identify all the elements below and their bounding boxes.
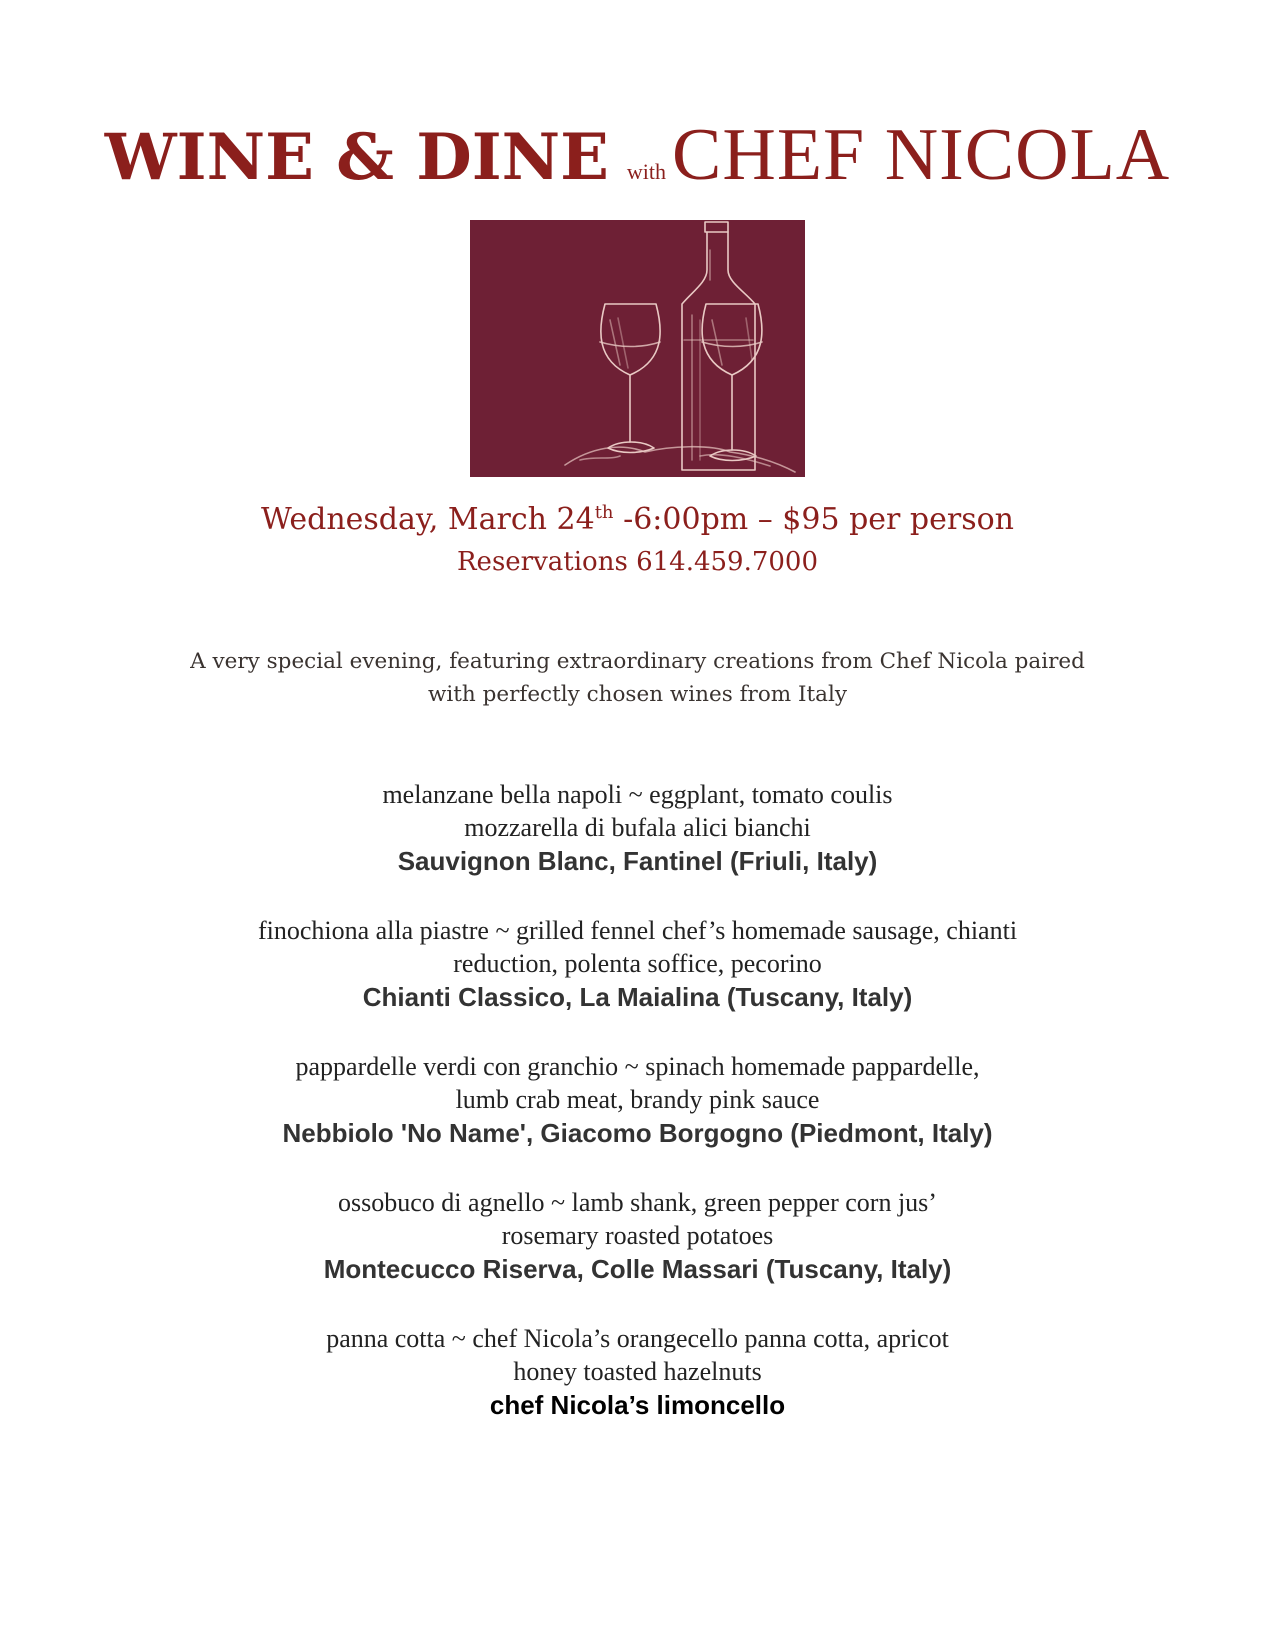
event-date: Wednesday, March 24 bbox=[260, 502, 595, 537]
intro-line-2: with perfectly chosen wines from Italy bbox=[428, 682, 847, 707]
course-1-wine: Sauvignon Blanc, Fantinel (Friuli, Italy) bbox=[397, 846, 878, 876]
event-date-line bbox=[0, 502, 1275, 537]
title-wine-dine: WINE & DINE bbox=[104, 120, 609, 195]
course-5 bbox=[120, 1322, 1155, 1422]
title-chef-nicola: CHEF NICOLA bbox=[672, 114, 1171, 196]
course-1-dish-line-2: mozzarella di bufala alici bianchi bbox=[464, 813, 811, 842]
reservations-phone: Reservations 614.459.7000 bbox=[456, 547, 819, 577]
course-2-dish-line-1: finochiona alla piastre ~ grilled fennel chef’s homemade sausage, chianti bbox=[257, 916, 1018, 945]
course-3 bbox=[120, 1050, 1155, 1150]
intro-text bbox=[150, 645, 1125, 711]
course-5-dish-line-2: honey toasted hazelnuts bbox=[513, 1357, 762, 1386]
event-date-suffix: th bbox=[594, 502, 614, 523]
course-4-dish-line-2: rosemary roasted potatoes bbox=[501, 1221, 774, 1250]
course-4-wine: Montecucco Riserva, Colle Massari (Tuscany, Italy) bbox=[323, 1254, 952, 1284]
course-4 bbox=[120, 1186, 1155, 1286]
course-3-wine: Nebbiolo 'No Name', Giacomo Borgogno (Piedmont, Italy) bbox=[282, 1118, 993, 1148]
intro-line-1: A very special evening, featuring extraordinary creations from Chef Nicola paired bbox=[190, 649, 1085, 674]
page-title bbox=[0, 114, 1275, 196]
course-4-dish-line-1: ossobuco di agnello ~ lamb shank, green pepper corn jus’ bbox=[338, 1188, 937, 1217]
title-with: with bbox=[626, 159, 667, 184]
course-2-dish-line-2: reduction, polenta soffice, pecorino bbox=[453, 949, 822, 978]
event-time-price: -6:00pm – $95 per person bbox=[613, 502, 1015, 537]
course-1-dish-line-1: melanzane bella napoli ~ eggplant, tomato coulis bbox=[382, 780, 893, 809]
wine-bottle-glasses-icon bbox=[470, 220, 805, 477]
course-1 bbox=[120, 778, 1155, 878]
menu-courses bbox=[120, 778, 1155, 1458]
course-3-dish-line-1: pappardelle verdi con granchio ~ spinach homemade pappardelle, bbox=[295, 1052, 980, 1081]
wine-illustration bbox=[470, 220, 805, 477]
course-3-dish-line-2: lumb crab meat, brandy pink sauce bbox=[455, 1085, 820, 1114]
course-5-dish-line-1: panna cotta ~ chef Nicola’s orangecello panna cotta, apricot bbox=[326, 1324, 949, 1353]
course-2 bbox=[120, 914, 1155, 1014]
course-2-wine: Chianti Classico, La Maialina (Tuscany, Italy) bbox=[362, 982, 913, 1012]
course-5-wine: chef Nicola’s limoncello bbox=[489, 1390, 786, 1420]
